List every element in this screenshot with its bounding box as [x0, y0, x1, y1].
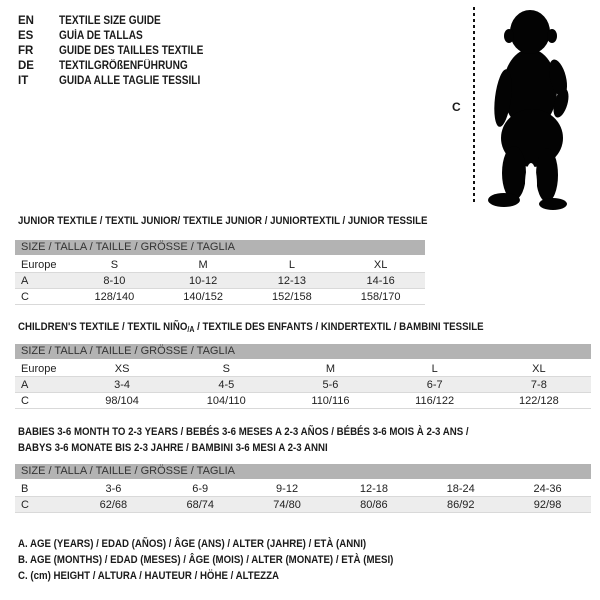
junior-size-table: [15, 240, 425, 305]
footnote-a-text: A. AGE (YEARS) / EDAD (AÑOS) / ÂGE (ANS) / ALTER (JAHRE) / ETÀ (ANNI): [18, 538, 367, 550]
height-measure-line: [473, 7, 475, 205]
row-label: A: [15, 273, 70, 289]
language-code: IT: [18, 74, 29, 87]
language-title: GUIDA ALLE TAGLIE TESSILI: [59, 74, 201, 87]
children-size-table: [15, 344, 591, 409]
size-cell: M: [278, 360, 382, 377]
footnote-c: [18, 568, 445, 584]
height-cell: 152/158: [248, 289, 337, 305]
age-cell: 6-7: [383, 377, 487, 393]
table-header-bar: SIZE / TALLA / TAILLE / GRÖSSE / TAGLIA: [15, 464, 591, 480]
language-guide: [18, 13, 223, 88]
heading-post: / TEXTILE DES ENFANTS / KINDERTEXTIL / BAMBINI TESSILE: [194, 321, 484, 333]
size-cell: L: [248, 256, 337, 273]
height-cell: 86/92: [417, 497, 504, 513]
age-cell: 5-6: [278, 377, 382, 393]
heading-subscript: /A: [187, 325, 195, 334]
footnotes: [18, 536, 445, 584]
section-heading-children-text: [18, 319, 484, 338]
size-cell: S: [70, 256, 159, 273]
height-cell: 158/170: [336, 289, 425, 305]
language-row: [18, 58, 223, 73]
height-cell: 80/86: [330, 497, 417, 513]
footnote-b-text: B. AGE (MONTHS) / EDAD (MESES) / ÂGE (MOIS) / ALTER (MONATE) / ETÀ (MESI): [18, 554, 394, 566]
section-heading-babies-line1: BABIES 3-6 MONTH TO 2-3 YEARS / BEBÉS 3-6 MESES A 2-3 AÑOS / BÉBÉS 3-6 MOIS À 2-3 ANS /: [18, 426, 469, 438]
section-heading-junior-text: JUNIOR TEXTILE / TEXTIL JUNIOR/ TEXTILE JUNIOR / JUNIORTEXTIL / JUNIOR TESSILE: [18, 215, 428, 227]
table-row-height: [15, 393, 591, 409]
table-row-age: [15, 273, 425, 289]
height-cell: 122/128: [487, 393, 591, 409]
table-row-europe: [15, 360, 591, 377]
footnote-c-text: C. (cm) HEIGHT / ALTURA / HAUTEUR / HÖHE / ALTEZZA: [18, 570, 280, 582]
age-cell: 7-8: [487, 377, 591, 393]
size-cell: L: [383, 360, 487, 377]
height-cell: 92/98: [504, 497, 591, 513]
age-cell: 18-24: [417, 480, 504, 497]
language-code: DE: [18, 59, 34, 72]
row-label: B: [15, 480, 70, 497]
height-cell: 128/140: [70, 289, 159, 305]
row-label: C: [15, 393, 70, 409]
section-heading-babies: [18, 424, 530, 456]
size-cell: XL: [336, 256, 425, 273]
table-row-europe: [15, 256, 425, 273]
section-heading-babies-line2: BABYS 3-6 MONATE BIS 2-3 JAHRE / BAMBINI 3-6 MESI A 2-3 ANNI: [18, 442, 328, 454]
language-row: [18, 73, 223, 88]
babies-size-table: [15, 464, 591, 513]
size-cell: S: [174, 360, 278, 377]
table-header-bar: SIZE / TALLA / TAILLE / GRÖSSE / TAGLIA: [15, 240, 425, 256]
language-title: GUIDE DES TAILLES TEXTILE: [59, 44, 204, 57]
size-cell: XS: [70, 360, 174, 377]
heading-pre: CHILDREN'S TEXTILE / TEXTIL NIÑO: [18, 321, 188, 333]
age-cell: 12-18: [330, 480, 417, 497]
age-cell: 12-13: [248, 273, 337, 289]
row-label: Europe: [15, 256, 70, 273]
table-header-row: [15, 240, 425, 256]
table-header-row: [15, 344, 591, 360]
size-cell: M: [159, 256, 248, 273]
size-cell: XL: [487, 360, 591, 377]
table-row-age-months: [15, 480, 591, 497]
table-row-age: [15, 377, 591, 393]
language-code: FR: [18, 44, 34, 57]
table-row-height: [15, 289, 425, 305]
footnote-a: [18, 536, 445, 552]
toddler-silhouette-icon: [480, 6, 580, 212]
section-heading-junior: [18, 213, 483, 229]
height-cell: 98/104: [70, 393, 174, 409]
language-title: GUÍA DE TALLAS: [59, 29, 143, 42]
language-row: [18, 43, 223, 58]
language-row: [18, 13, 223, 28]
age-cell: 3-4: [70, 377, 174, 393]
row-label: A: [15, 377, 70, 393]
footnote-b: [18, 552, 445, 568]
age-cell: 10-12: [159, 273, 248, 289]
row-label: C: [15, 497, 70, 513]
language-title: TEXTILE SIZE GUIDE: [59, 14, 161, 27]
age-cell: 24-36: [504, 480, 591, 497]
age-cell: 6-9: [157, 480, 244, 497]
age-cell: 8-10: [70, 273, 159, 289]
height-cell: 74/80: [244, 497, 331, 513]
table-header-row: [15, 464, 591, 480]
language-code: EN: [18, 14, 34, 27]
language-title: TEXTILGRÖßENFÜHRUNG: [59, 59, 188, 72]
row-label: C: [15, 289, 70, 305]
table-header-bar: SIZE / TALLA / TAILLE / GRÖSSE / TAGLIA: [15, 344, 591, 360]
height-cell: 62/68: [70, 497, 157, 513]
age-cell: 9-12: [244, 480, 331, 497]
height-cell: 140/152: [159, 289, 248, 305]
height-cell: 116/122: [383, 393, 487, 409]
row-label: Europe: [15, 360, 70, 377]
age-cell: 3-6: [70, 480, 157, 497]
language-row: [18, 28, 223, 43]
height-cell: 110/116: [278, 393, 382, 409]
height-cell: 104/110: [174, 393, 278, 409]
table-row-height: [15, 497, 591, 513]
age-cell: 4-5: [174, 377, 278, 393]
section-heading-children: [18, 319, 547, 338]
height-cell: 68/74: [157, 497, 244, 513]
age-cell: 14-16: [336, 273, 425, 289]
measure-label-c: C: [452, 100, 461, 114]
language-code: ES: [18, 29, 34, 42]
